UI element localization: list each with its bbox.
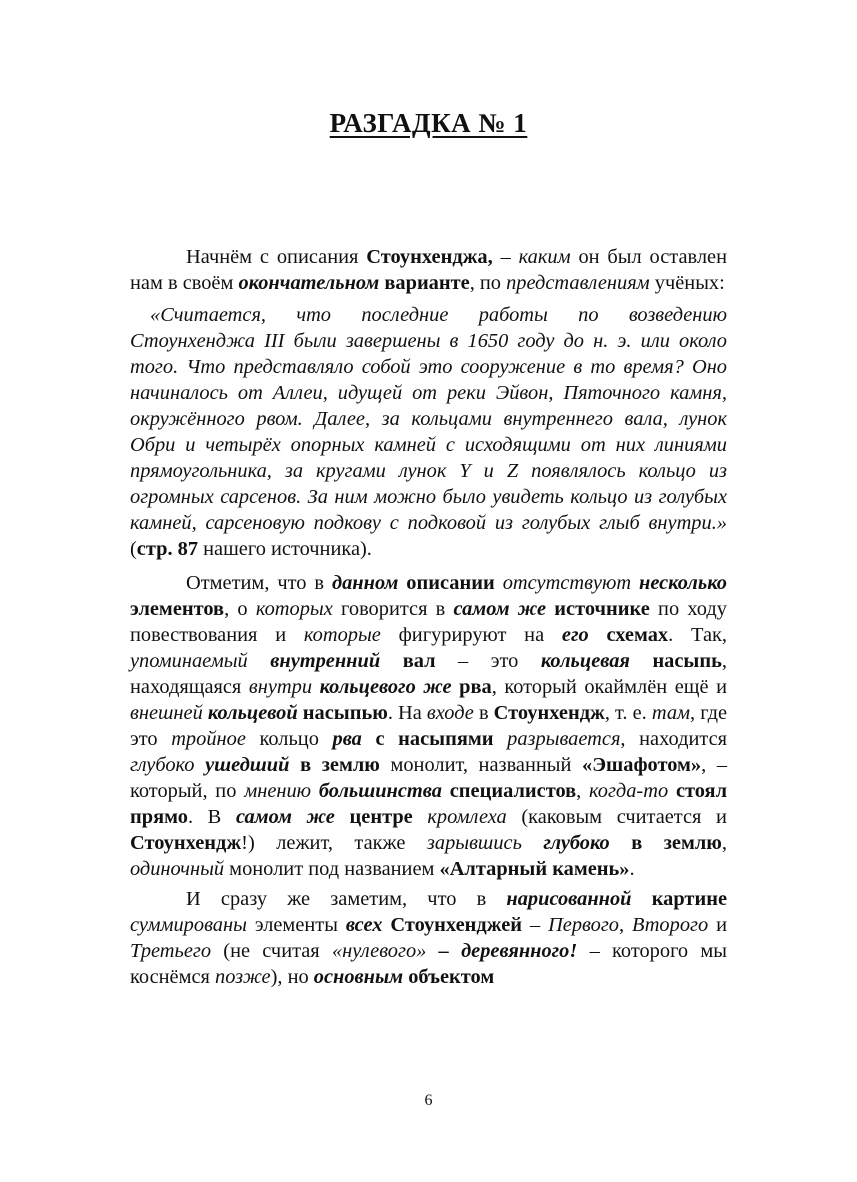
text-run: «нулевого» bbox=[331, 940, 427, 962]
text-run: самом же bbox=[235, 806, 335, 828]
text-run: упоминаемый bbox=[130, 650, 248, 672]
text-run bbox=[426, 940, 438, 962]
text-run bbox=[632, 888, 652, 910]
text-run bbox=[312, 676, 320, 698]
text-run: учёных: bbox=[649, 272, 725, 294]
text-run: там bbox=[651, 702, 691, 724]
text-run: , где это bbox=[130, 702, 727, 750]
text-run bbox=[589, 624, 607, 646]
text-run: описании bbox=[406, 572, 495, 594]
text-run: кольцо bbox=[245, 728, 333, 750]
body-text bbox=[130, 244, 727, 990]
text-run: , о bbox=[224, 598, 256, 620]
text-run: – bbox=[522, 914, 549, 936]
text-run: ( bbox=[130, 538, 137, 560]
text-run: – которого мы коснёмся bbox=[130, 940, 727, 988]
text-run bbox=[495, 572, 503, 594]
text-run: центре bbox=[349, 806, 413, 828]
text-run: Отметим, что в bbox=[186, 572, 332, 594]
text-run: варианте bbox=[384, 272, 470, 294]
text-run: , т. е. bbox=[604, 702, 652, 724]
text-run: И сразу же заметим, что в bbox=[186, 888, 507, 910]
text-run: рва bbox=[332, 728, 362, 750]
text-run: – bbox=[492, 246, 519, 268]
text-run: Стоунхендж bbox=[130, 832, 242, 854]
text-run: всех bbox=[345, 914, 383, 936]
text-run: , находящаяся bbox=[130, 650, 727, 698]
text-run: – деревянного! bbox=[438, 940, 578, 962]
text-run: . В bbox=[187, 806, 236, 828]
text-run bbox=[610, 832, 632, 854]
text-run: которых bbox=[255, 598, 333, 620]
text-run: , – который, по bbox=[130, 754, 728, 802]
text-run bbox=[494, 728, 508, 750]
text-run: внутри bbox=[248, 676, 313, 698]
text-run: (каковым считается и bbox=[506, 806, 727, 828]
text-run: , который окаймлён ещё и bbox=[491, 676, 727, 698]
text-run: нарисованной bbox=[506, 888, 632, 910]
text-run: вал bbox=[402, 650, 436, 672]
text-run: монолит, названный bbox=[379, 754, 583, 776]
text-run: схемах bbox=[606, 624, 669, 646]
text-run: отсутствуют bbox=[502, 572, 632, 594]
text-run: с насыпями bbox=[375, 728, 494, 750]
text-run: – это bbox=[435, 650, 541, 672]
text-run: которые bbox=[303, 624, 381, 646]
text-run: кольцевой bbox=[207, 702, 298, 724]
text-run: представлениям bbox=[506, 272, 650, 294]
text-run bbox=[362, 728, 376, 750]
text-run: и bbox=[708, 914, 727, 936]
text-run: монолит под названием bbox=[224, 858, 440, 880]
text-run: ушедший bbox=[205, 754, 290, 776]
text-run: говорится в bbox=[332, 598, 454, 620]
text-run: «Алтарный камень» bbox=[439, 858, 630, 880]
text-run: внутренний bbox=[270, 650, 381, 672]
text-run: суммированы bbox=[130, 914, 247, 936]
text-run: данном bbox=[332, 572, 399, 594]
text-run: . На bbox=[387, 702, 427, 724]
text-run bbox=[289, 754, 300, 776]
text-run bbox=[630, 650, 653, 672]
text-run: рва bbox=[459, 676, 492, 698]
page-title: РАЗГАДКА № 1 bbox=[329, 108, 528, 138]
text-run: фигурируют на bbox=[380, 624, 562, 646]
text-run: в землю bbox=[631, 832, 722, 854]
text-run: ), но bbox=[270, 966, 314, 988]
text-run: стр. 87 bbox=[136, 538, 199, 560]
text-run: разрывается bbox=[507, 728, 621, 750]
text-run: кромлеха bbox=[427, 806, 507, 828]
text-run: картине bbox=[651, 888, 727, 910]
text-run: Первого bbox=[548, 914, 619, 936]
text-run: , bbox=[576, 780, 590, 802]
text-run: в bbox=[473, 702, 494, 724]
text-run: окончательном bbox=[238, 272, 380, 294]
text-run: он был оставлен нам в своём bbox=[130, 246, 727, 294]
text-run: элементов bbox=[130, 598, 225, 620]
text-run bbox=[442, 780, 450, 802]
text-run bbox=[631, 572, 639, 594]
paragraph-observation bbox=[130, 570, 727, 882]
text-run: основным bbox=[313, 966, 404, 988]
text-run: (не считая bbox=[211, 940, 332, 962]
text-run: элементы bbox=[246, 914, 346, 936]
text-run: по ходу повествования и bbox=[130, 598, 727, 646]
paragraph-continuation bbox=[130, 886, 727, 990]
text-run: глубоко bbox=[130, 754, 195, 776]
text-run: , находится bbox=[620, 728, 727, 750]
text-run: насыпь bbox=[652, 650, 722, 672]
text-run: когда-то bbox=[589, 780, 669, 802]
text-run bbox=[335, 806, 350, 828]
text-run bbox=[413, 806, 428, 828]
text-run: Стоунхенджа, bbox=[366, 246, 493, 268]
text-run bbox=[522, 832, 544, 854]
text-run: стоял прямо bbox=[130, 780, 728, 828]
text-run: Начнём с описания bbox=[186, 246, 367, 268]
paragraph-quote bbox=[130, 302, 727, 562]
text-run: его bbox=[561, 624, 589, 646]
text-run: !) лежит, также bbox=[241, 832, 427, 854]
text-run bbox=[311, 780, 319, 802]
text-run: объектом bbox=[408, 966, 495, 988]
paragraph-intro bbox=[130, 244, 727, 296]
text-run: одиночный bbox=[130, 858, 225, 880]
text-run: Стоунхендж bbox=[493, 702, 605, 724]
text-run: зарывшись bbox=[426, 832, 522, 854]
text-run: нашего источника). bbox=[198, 538, 372, 560]
page-number: 6 bbox=[424, 1092, 433, 1109]
text-run: кольцевого же bbox=[319, 676, 452, 698]
text-run: Второго bbox=[632, 914, 709, 936]
text-run: кольцевая bbox=[540, 650, 630, 672]
text-run: специалистов bbox=[449, 780, 577, 802]
text-run: большинства bbox=[318, 780, 442, 802]
text-run bbox=[248, 650, 271, 672]
text-run bbox=[452, 676, 460, 698]
text-run bbox=[195, 754, 206, 776]
text-run: глубоко bbox=[543, 832, 610, 854]
text-run: Стоунхенджей bbox=[390, 914, 523, 936]
text-run: , bbox=[721, 832, 727, 854]
text-run: позже bbox=[215, 966, 271, 988]
text-run: «Эшафотом» bbox=[582, 754, 702, 776]
text-run: входе bbox=[426, 702, 474, 724]
text-run: «Считается, что последние работы по возведению Стоунхенджа III были завершены в 1650 году до н. э. или около того. Что представляло собой это сооружение в то время? Оно начиналось от Аллеи, идущей от реки Эйвон, Пяточного камня, окружённого рвом. Далее, за кольцами внутреннего вала, лунок Обри и четырёх опорных камней с исходящими от них линиями прямоугольника, за кругами лунок Y и Z появлялось кольцо из огромных сарсенов. За ним можно было увидеть кольцо из голубых камней, сарсеновую подкову с подковой из голубых глыб внутри.» bbox=[130, 304, 727, 534]
text-run: Третьего bbox=[130, 940, 212, 962]
text-run: самом же bbox=[453, 598, 547, 620]
text-run: в землю bbox=[300, 754, 380, 776]
text-run: внешней bbox=[130, 702, 203, 724]
text-run bbox=[380, 650, 403, 672]
text-run: , bbox=[618, 914, 632, 936]
text-run: мнению bbox=[244, 780, 312, 802]
text-run: . bbox=[629, 858, 635, 880]
text-run: каким bbox=[518, 246, 571, 268]
text-run: насыпью bbox=[302, 702, 388, 724]
text-run: . Так, bbox=[668, 624, 727, 646]
text-run bbox=[668, 780, 676, 802]
text-run: несколько bbox=[639, 572, 727, 594]
text-run: тройное bbox=[171, 728, 246, 750]
text-run: , по bbox=[469, 272, 507, 294]
text-run: источнике bbox=[554, 598, 650, 620]
